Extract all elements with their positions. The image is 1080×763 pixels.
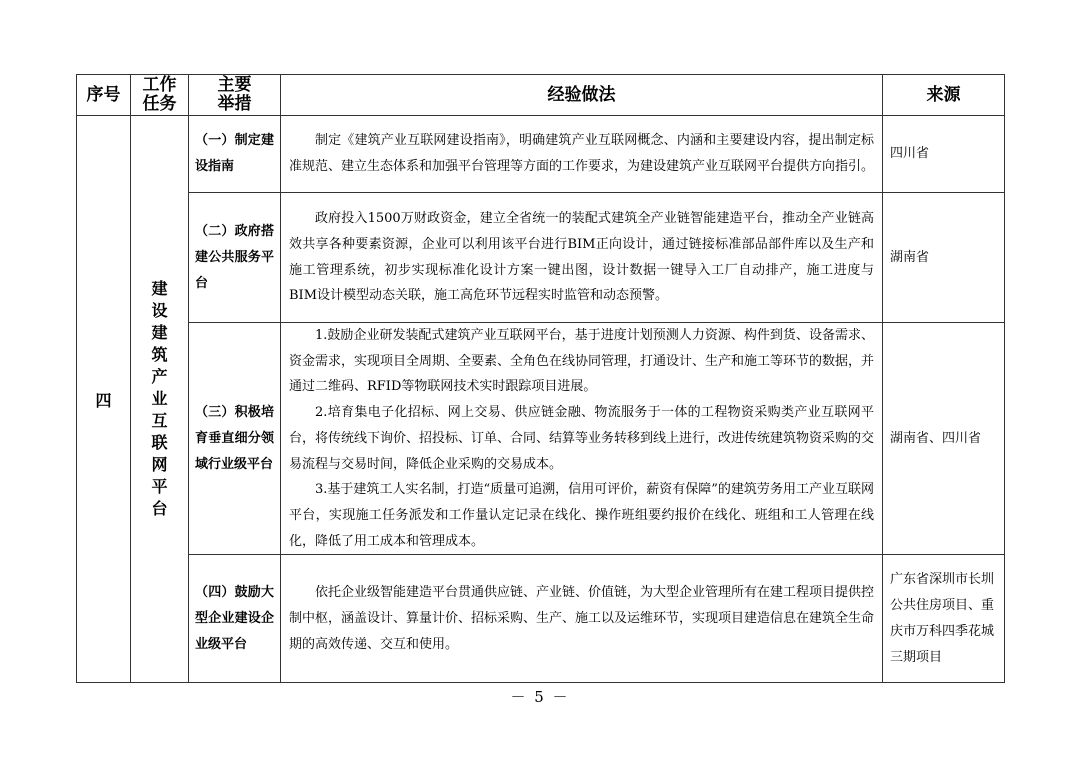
header-experience: 经验做法 (281, 75, 883, 116)
measure-cell: （一）制定建设指南 (189, 116, 281, 193)
table-row (77, 116, 1005, 193)
page-number: － 5 － (510, 688, 570, 706)
row-number: 四 (77, 116, 131, 683)
measure-cell: （二）政府搭建公共服务平台 (189, 193, 281, 323)
source-cell: 湖南省 (883, 193, 1005, 323)
measure-cell: （三）积极培育垂直细分领域行业级平台 (189, 323, 281, 555)
header-no: 序号 (77, 75, 131, 116)
experience-cell (281, 116, 883, 193)
table-row (77, 323, 1005, 555)
table-header-row (77, 75, 1005, 116)
header-measure: 主要举措 (189, 75, 281, 116)
experience-cell (281, 193, 883, 323)
measure-cell: （四）鼓励大型企业建设企业级平台 (189, 555, 281, 683)
experience-paragraph: 3.基于建筑工人实名制，打造“质量可追溯，信用可评价，薪资有保障”的建筑劳务用工产业互联网平台，实现施工任务派发和工作量认定记录在线化、操作班组要约报价在线化、班组和工人管理在线化，降低了用工成本和管理成本。 (289, 482, 874, 549)
source-cell: 广东省深圳市长圳公共住房项目、重庆市万科四季花城三期项目 (883, 555, 1005, 683)
experience-paragraph: 2.培育集电子化招标、网上交易、供应链金融、物流服务于一体的工程物资采购类产业互联网平台，将传统线下询价、招投标、订单、合同、结算等业务转移到线上进行，改进传统建筑物资采购的交易流程与交易时间，降低企业采购的交易成本。 (289, 405, 875, 472)
source-cell: 湖南省、四川省 (883, 323, 1005, 555)
experience-table (76, 74, 1005, 683)
experience-paragraph: 依托企业级智能建造平台贯通供应链、产业链、价值链，为大型企业管理所有在建工程项目提供控制中枢，涵盖设计、算量计价、招标采购、生产、施工以及运维环节，实现项目建造信息在建筑全生命期的高效传递、交互和使用。 (289, 585, 875, 652)
task-cell: 建设建筑产业互联网平台 (131, 116, 189, 683)
header-source: 来源 (883, 75, 1005, 116)
header-task: 工作任务 (131, 75, 189, 116)
experience-paragraph: 政府投入1500万财政资金，建立全省统一的装配式建筑全产业链智能建造平台，推动全产业链高效共享各种要素资源，企业可以利用该平台进行BIM正向设计，通过链接标准部品部件库以及生产和施工管理系统，初步实现标准化设计方案一键出图，设计数据一键导入工厂自动排产，施工进度与BIM设计模型动态关联，施工高危环节远程实时监管和动态预警。 (289, 211, 874, 304)
source-cell: 四川省 (883, 116, 1005, 193)
experience-paragraph: 1.鼓励企业研发装配式建筑产业互联网平台，基于进度计划预测人力资源、构件到货、设备需求、资金需求，实现项目全周期、全要素、全角色在线协同管理，打通设计、生产和施工等环节的数据，并通过二维码、RFID等物联网技术实时跟踪项目进展。 (289, 328, 875, 395)
experience-cell (281, 323, 883, 555)
table-row (77, 555, 1005, 683)
table-row (77, 193, 1005, 323)
experience-cell (281, 555, 883, 683)
experience-paragraph: 制定《建筑产业互联网建设指南》，明确建筑产业互联网概念、内涵和主要建设内容，提出制定标准规范、建立生态体系和加强平台管理等方面的工作要求，为建设建筑产业互联网平台提供方向指引。 (289, 133, 875, 174)
